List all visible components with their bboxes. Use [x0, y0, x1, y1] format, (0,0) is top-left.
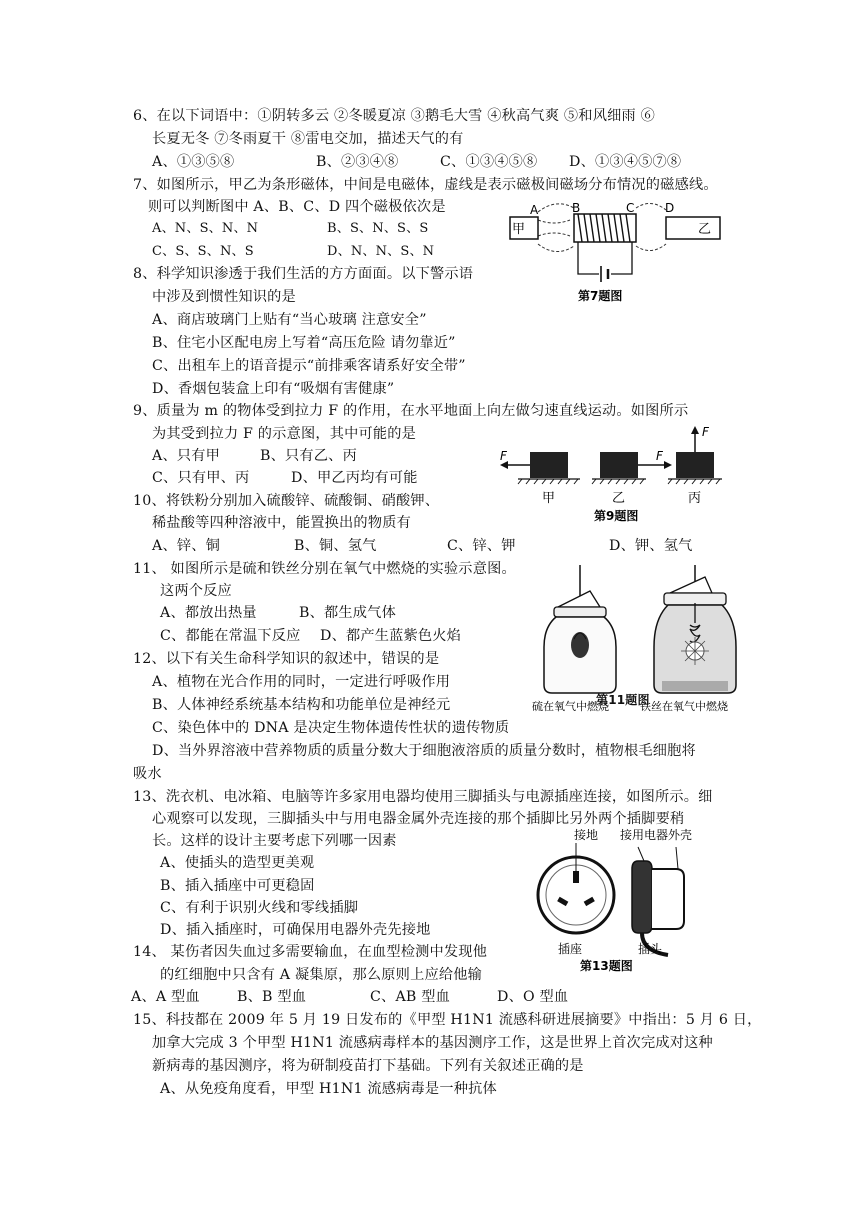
q9-option-d: D、甲乙丙均有可能 — [291, 470, 418, 486]
q13-option-a: A、使插头的造型更美观 — [160, 855, 315, 871]
q8-option-a: A、商店玻璃门上贴有“当心玻璃 注意安全” — [152, 312, 427, 328]
q12-option-d: D、当外界溶液中营养物质的质量分数大于细胞液溶质的质量分数时，植物根毛细胞将 — [152, 743, 696, 759]
q10-option-d: D、钾、氢气 — [609, 538, 693, 554]
q12-stem: 12、以下有关生命科学知识的叙述中，错误的是 — [133, 651, 440, 667]
figure-7 — [508, 196, 723, 306]
fig9-force-label-jia: F — [500, 449, 507, 463]
q12-option-d-cont: 吸水 — [133, 766, 162, 782]
fig7-magnet-yi: 乙 — [698, 222, 712, 237]
q8-option-b: B、住宅小区配电房上写着“高压危险 请勿靠近” — [152, 335, 456, 351]
q14-option-b: B、B 型血 — [237, 989, 307, 1005]
q11-option-a: A、都放出热量 — [160, 605, 257, 621]
fig7-label-a: A — [530, 203, 539, 217]
q9-stem: 9、质量为 m 的物体受到拉力 F 的作用，在水平地面上向左做匀速直线运动。如图所示 — [133, 403, 689, 419]
q7-stem: 7、如图所示，甲乙为条形磁体，中间是电磁体，虚线是表示磁极间磁场分布情况的磁感线。 — [133, 177, 718, 193]
q10-stem: 10、将铁粉分别加入硫酸锌、硫酸铜、硝酸钾、 — [133, 493, 440, 509]
fig9-caption: 第9题图 — [594, 509, 639, 523]
q11-stem-cont: 这两个反应 — [160, 583, 232, 599]
fig11-label-sulfur: 硫在氧气中燃烧 — [532, 700, 609, 713]
q7-stem-cont: 则可以判断图中 A、B、C、D 四个磁极依次是 — [148, 199, 446, 215]
fig9-force-label-yi: F — [656, 449, 663, 463]
figure-9 — [496, 422, 726, 526]
q6-option-d: D、①③④⑤⑦⑧ — [569, 154, 682, 170]
q7-option-a: A、N、S、N、N — [152, 221, 259, 236]
q10-option-b: B、铜、氢气 — [294, 538, 377, 554]
q6-stem-cont: 长夏无冬 ⑦冬雨夏干 ⑧雷电交加，描述天气的有 — [152, 131, 464, 147]
q13-option-d: D、插入插座时，可确保用电器外壳先接地 — [160, 922, 431, 938]
fig13-caption: 第13题图 — [580, 959, 633, 973]
q13-stem-cont2: 长。这样的设计主要考虑下列哪一因素 — [152, 833, 397, 849]
fig7-label-b: B — [572, 201, 581, 215]
q11-option-d: D、都产生蓝紫色火焰 — [320, 628, 462, 644]
fig9-block-bing: 丙 — [688, 491, 702, 506]
q8-stem: 8、科学知识渗透于我们生活的方方面面。以下警示语 — [133, 266, 474, 282]
fig13-label-ground: 接地 — [574, 828, 599, 842]
fig7-label-d: D — [665, 201, 675, 215]
q6-option-b: B、②③④⑧ — [316, 154, 399, 170]
q11-option-b: B、都生成气体 — [299, 605, 396, 621]
fig9-force-label-bing: F — [702, 425, 709, 439]
q6-option-c: C、①③④⑤⑧ — [440, 154, 538, 170]
q14-stem: 14、 某伤者因失血过多需要输血，在血型检测中发现他 — [133, 944, 488, 960]
q13-stem-cont: 心观察可以发现，三脚插头中与用电器金属外壳连接的那个插脚比另外两个插脚要稍 — [152, 811, 685, 827]
q15-stem-cont2: 新病毒的基因测序，将为研制疫苗打下基础。下列有关叙述正确的是 — [152, 1058, 584, 1074]
q12-option-a: A、植物在光合作用的同时，一定进行呼吸作用 — [152, 674, 451, 690]
q10-option-c: C、锌、钾 — [447, 538, 516, 554]
fig11-label-iron: 铁丝在氧气中燃烧 — [640, 700, 728, 713]
q7-option-b: B、S、N、S、S — [327, 221, 429, 236]
q10-option-a: A、锌、铜 — [152, 538, 220, 554]
q8-option-d: D、香烟包装盒上印有“吸烟有害健康” — [152, 381, 395, 397]
fig13-label-plug: 插头 — [638, 942, 663, 956]
q11-stem: 11、 如图所示是硫和铁丝分别在氧气中燃烧的实验示意图。 — [133, 561, 516, 577]
fig13-label-shell: 接用电器外壳 — [620, 828, 693, 842]
q8-option-c: C、出租车上的语音提示“前排乘客请系好安全带” — [152, 358, 466, 374]
fig7-caption: 第7题图 — [578, 289, 623, 303]
fig7-label-c: C — [626, 201, 635, 215]
q9-stem-cont: 为其受到拉力 F 的示意图，其中可能的是 — [152, 426, 417, 442]
q6-stem: 6、在以下词语中：①阴转多云 ②冬暖夏凉 ③鹅毛大雪 ④秋高气爽 ⑤和风细雨 ⑥ — [133, 108, 655, 124]
q8-stem-cont: 中涉及到惯性知识的是 — [152, 289, 296, 305]
q15-stem-cont: 加拿大完成 3 个甲型 H1N1 流感病毒样本的基因测序工作，这是世界上首次完成对这种 — [152, 1035, 713, 1051]
q11-option-c: C、都能在常温下反应 — [160, 628, 301, 644]
q10-stem-cont: 稀盐酸等四种溶液中，能置换出的物质有 — [152, 515, 411, 531]
q7-option-d: D、N、N、S、N — [327, 244, 435, 259]
fig9-block-jia: 甲 — [542, 491, 556, 506]
q6-option-a: A、①③⑤⑧ — [152, 154, 235, 170]
q15-stem: 15、科技都在 2009 年 5 月 19 日发布的《甲型 H1N1 流感科研进展摘要》中指出：5 月 6 日， — [133, 1012, 762, 1028]
q15-option-a: A、从免疫角度看，甲型 H1N1 流感病毒是一种抗体 — [160, 1081, 497, 1097]
q13-option-b: B、插入插座中可更稳固 — [160, 878, 315, 894]
q12-option-b: B、人体神经系统基本结构和功能单位是神经元 — [152, 697, 451, 713]
q14-option-d: D、O 型血 — [497, 989, 569, 1005]
fig11-caption: 第11题图 — [596, 693, 650, 707]
q13-option-c: C、有利于识别火线和零线插脚 — [160, 900, 359, 916]
q12-option-c: C、染色体中的 DNA 是决定生物体遗传性状的遗传物质 — [152, 720, 510, 736]
q14-stem-cont: 的红细胞中只含有 A 凝集原，那么原则上应给他输 — [160, 967, 483, 983]
q14-option-c: C、AB 型血 — [370, 989, 450, 1005]
fig13-label-socket: 插座 — [558, 942, 583, 956]
figure-13 — [528, 825, 728, 975]
q9-option-b: B、只有乙、丙 — [260, 448, 357, 464]
q9-option-a: A、只有甲 — [152, 448, 220, 464]
q9-option-c: C、只有甲、丙 — [152, 470, 250, 486]
q13-stem: 13、洗衣机、电冰箱、电脑等许多家用电器均使用三脚插头与电源插座连接，如图所示。细 — [133, 789, 713, 805]
q7-option-c: C、S、S、N、S — [152, 244, 254, 259]
fig7-magnet-jia: 甲 — [512, 222, 526, 237]
fig9-block-yi: 乙 — [612, 491, 626, 506]
q14-option-a: A、A 型血 — [131, 989, 200, 1005]
